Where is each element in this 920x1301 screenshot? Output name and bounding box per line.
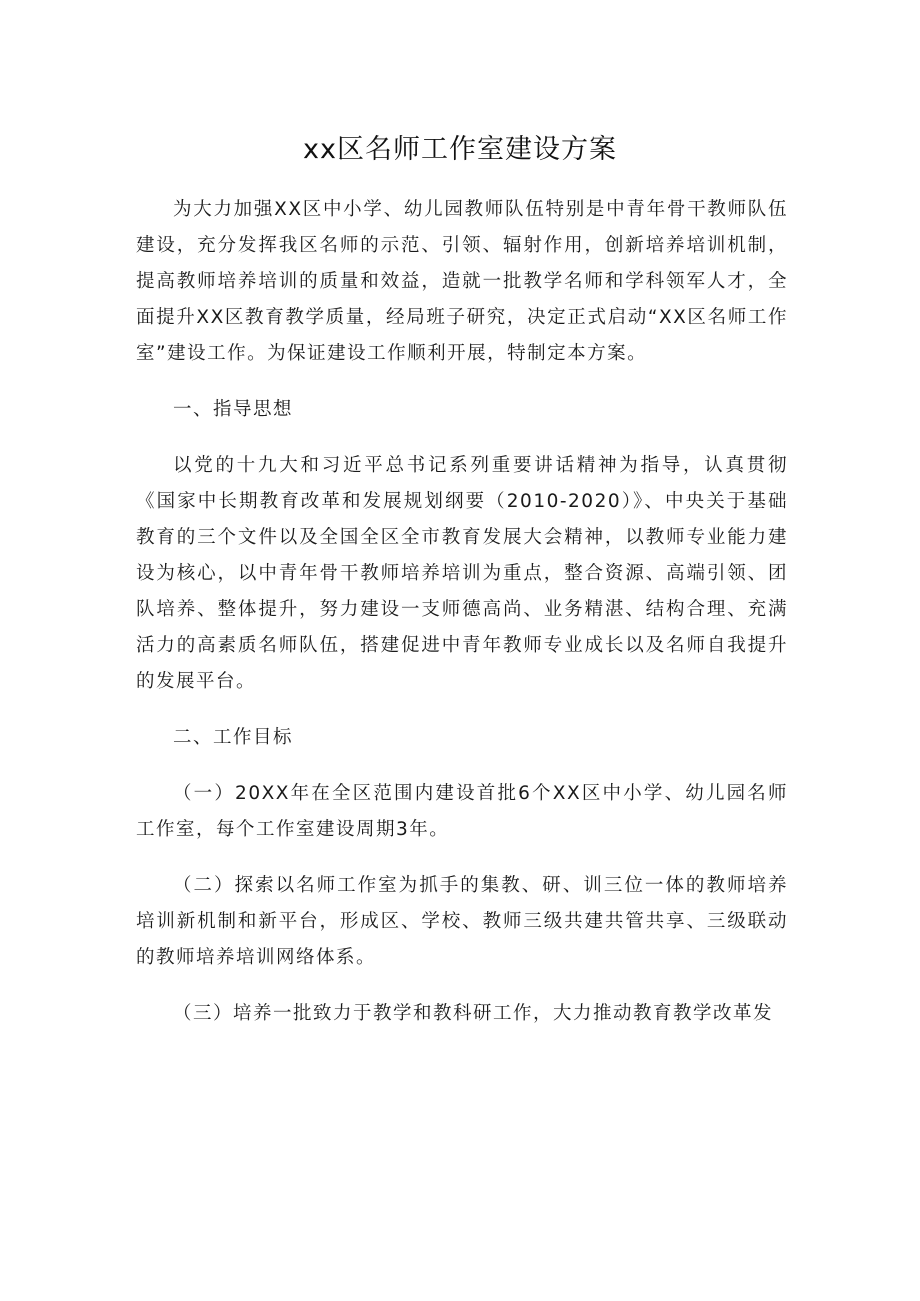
guiding-thought-paragraph: 以党的十九大和习近平总书记系列重要讲话精神为指导，认真贯彻《国家中长期教育改革和发展规划纲要（2010-2020）》、中央关于基础教育的三个文件以及全国全区全市教育发展大会精神，以教师专业能力建设为核心，以中青年骨干教师培养培训为重点，整合资源、高端引领、团队培养、整体提升，努力建设一支师德高尚、业务精湛、结构合理、充满活力的高素质名师队伍，搭建促进中青年教师专业成长以及名师自我提升的发展平台。 (136, 455, 788, 692)
document-body (136, 192, 788, 1052)
section-heading-guiding-thought: 一、指导思想 (173, 399, 294, 420)
goal-paragraph-1: （一）20XX年在全区范围内建设首批6个XX区中小学、幼儿园名师工作室，每个工作室建设周期3年。 (136, 783, 788, 840)
goal-paragraph-3: （三）培养一批致力于教学和教科研工作，大力推动教育教学改革发 (173, 1003, 774, 1024)
section-heading-work-goals: 二、工作目标 (173, 727, 294, 748)
document-title: xx区名师工作室建设方案 (303, 134, 617, 165)
intro-paragraph: 为大力加强XX区中小学、幼儿园教师队伍特别是中青年骨干教师队伍建设，充分发挥我区名师的示范、引领、辐射作用，创新培养培训机制，提高教师培养培训的质量和效益，造就一批教学名师和学科领军人才，全面提升XX区教育教学质量，经局班子研究，决定正式启动“XX区名师工作室”建设工作。为保证建设工作顺利开展，特制定本方案。 (136, 199, 788, 364)
goal-paragraph-2: （二）探索以名师工作室为抓手的集教、研、训三位一体的教师培养培训新机制和新平台，形成区、学校、教师三级共建共管共享、三级联动的教师培养培训网络体系。 (136, 875, 788, 968)
